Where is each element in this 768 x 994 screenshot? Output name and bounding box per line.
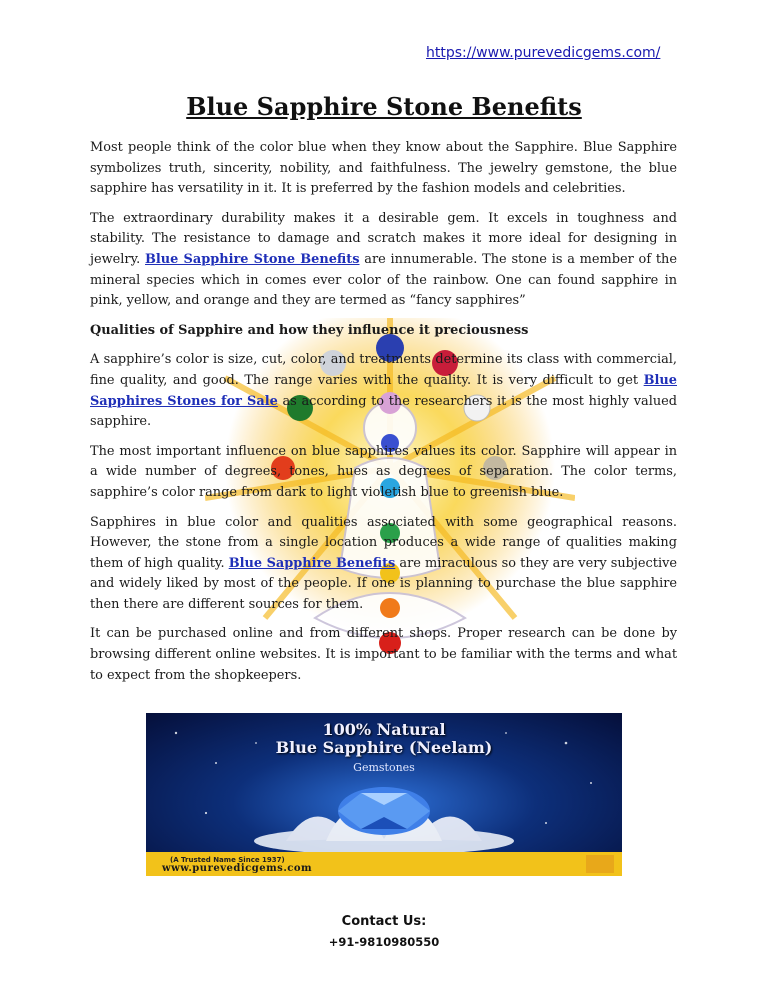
banner-title-line: 100% Natural <box>322 720 446 739</box>
text-run: are innumerable. The stone is a member of the mineral species which in comes ever color of the rainbow. One can found sapphire in pink, yellow, and orange and they are termed as “fancy sapphires” <box>90 251 677 309</box>
paragraph-intro: Most people think of the color blue when they know about the Sapphire. Blue Sapphire symbolizes truth, sincerity, nobility, and faithfulness. The jewelry gemstone, the blue sapphire has versatility in it. It is preferred by the fashion models and celebrities. <box>90 140 677 197</box>
text-run: The extraordinary durability makes it a desirable gem. It excels in toughness and stability. The resistance to damage and scratch makes it more ideal for designing in jewelry. <box>90 210 677 267</box>
link-blue-sapphire-stone-benefits[interactable]: Blue Sapphire Stone Benefits <box>145 251 360 267</box>
contact-phone[interactable]: +91-9810980550 <box>328 935 440 949</box>
header-url-link[interactable]: https://www.purevedicgems.com/ <box>426 45 661 61</box>
product-banner-image <box>146 713 622 876</box>
article-body <box>90 138 677 695</box>
banner-title <box>146 721 622 757</box>
banner-subtitle: Gemstones <box>353 761 415 774</box>
text-run: as according to the researchers it is the most highly valued sapphire. <box>90 393 677 430</box>
text-run: are miraculous so they are very subjective and widely liked by most of the people. If one is planning to purchase the blue sapphire then there are different sources for them. <box>90 555 677 612</box>
paragraph-purchase: It can be purchased online and from different shops. Proper research can be done by browsing different online websites. It is important to be familiar with the terms and what to expect from the shopkeepers. <box>90 626 677 683</box>
banner-website: www.purevedicgems.com <box>162 863 313 874</box>
paragraph-durability <box>90 209 677 312</box>
text-run: A sapphire’s color is size, cut, color, and treatments determine its class with commercial, fine quality, and good. The range varies with the quality. It is very difficult to get <box>90 352 677 388</box>
banner-title-line: Blue Sapphire (Neelam) <box>275 738 493 757</box>
banner-since-text: (A Trusted Name Since 1937) <box>170 856 285 864</box>
contact-label: Contact Us: <box>341 914 427 929</box>
text-run: Sapphires in blue color and qualities associated with some geographical reasons. However, the stone from a single location produces a wide range of qualities making them of high quality. <box>90 514 677 571</box>
link-blue-sapphires-for-sale[interactable]: Blue Sapphires Stones for Sale <box>90 372 677 409</box>
link-blue-sapphire-benefits[interactable]: Blue Sapphire Benefits <box>228 555 396 571</box>
paragraph-color: The most important influence on blue sapphires values its color. Sapphire will appear in a wide number of degrees, tones, hues as degrees of separation. The color terms, sapphire’s color range from dark to light violetish blue to greenish blue. <box>90 443 677 500</box>
paragraph-geography <box>90 513 677 616</box>
page-title: Blue Sapphire Stone Benefits <box>186 92 582 121</box>
paragraph-quality <box>90 350 677 432</box>
section-subheading: Qualities of Sapphire and how they influence it preciousness <box>90 322 529 338</box>
